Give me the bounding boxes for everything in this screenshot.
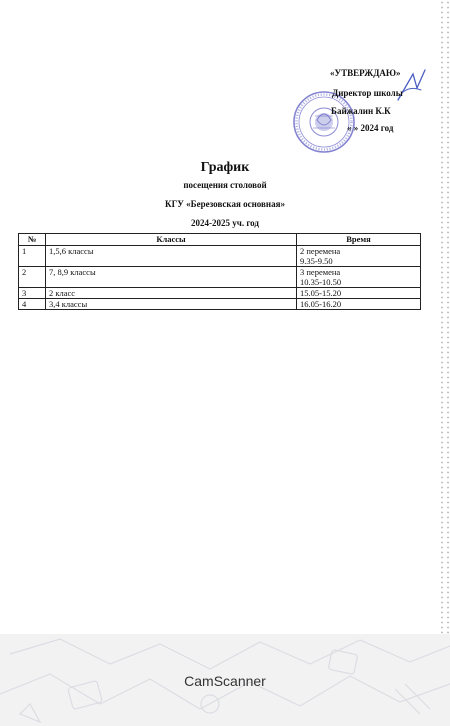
- scan-edge-noise: [439, 0, 449, 634]
- table-row: [19, 299, 421, 310]
- approval-name: Байжалин К.К: [331, 106, 391, 116]
- schedule-table: [18, 233, 421, 310]
- table-row: [19, 267, 421, 288]
- row-time: [297, 246, 421, 267]
- row-time: 15.05-15.20: [297, 288, 421, 299]
- time-break: 2 перемена: [300, 246, 341, 256]
- header-time: Время: [297, 234, 421, 246]
- row-classes: 3,4 классы: [46, 299, 297, 310]
- approval-position: Директор школы: [332, 88, 403, 98]
- school-name: КГУ «Березовская основная»: [165, 199, 285, 209]
- table-row: [19, 288, 421, 299]
- row-time: 16.05-16.20: [297, 299, 421, 310]
- school-year: 2024-2025 уч. год: [191, 218, 259, 228]
- row-classes: 2 класс: [46, 288, 297, 299]
- row-number: 4: [19, 299, 46, 310]
- approval-date: « » 2024 год: [347, 123, 394, 133]
- header-classes: Классы: [46, 234, 297, 246]
- document-title: График: [200, 160, 250, 175]
- row-number: 1: [19, 246, 46, 267]
- time-range: 9.35-9.50: [300, 256, 333, 266]
- row-number: 2: [19, 267, 46, 288]
- school-seal-stamp: [291, 90, 357, 154]
- document-subtitle: посещения столовой: [183, 180, 267, 190]
- table-row: [19, 246, 421, 267]
- time-break: 3 перемена: [300, 267, 341, 277]
- header-number: №: [19, 234, 46, 246]
- row-number: 3: [19, 288, 46, 299]
- camscanner-brand-label: CamScanner: [184, 673, 266, 689]
- row-classes: 1,5,6 классы: [46, 246, 297, 267]
- time-range: 10.35-10.50: [300, 277, 342, 287]
- row-time: [297, 267, 421, 288]
- approval-title: «УТВЕРЖДАЮ»: [330, 68, 401, 78]
- row-classes: 7, 8,9 классы: [46, 267, 297, 288]
- table-header-row: [19, 234, 421, 246]
